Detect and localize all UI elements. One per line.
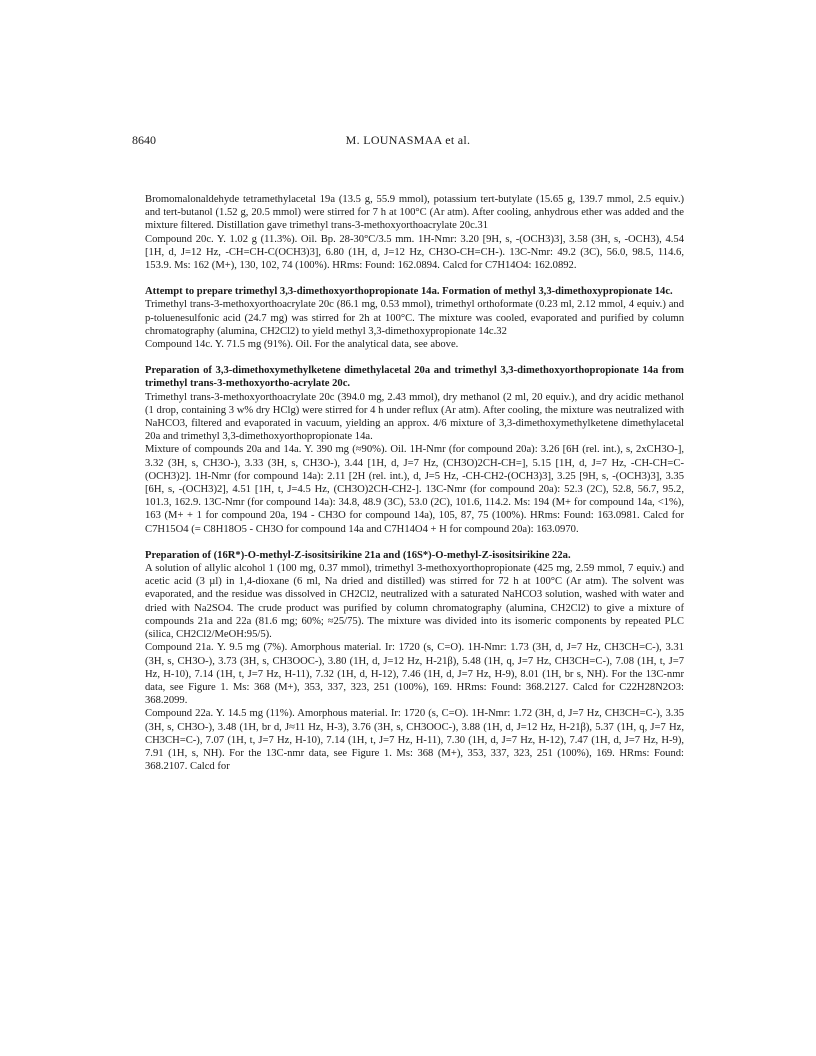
paragraph-compound-21a-data: Compound 21a. Y. 9.5 mg (7%). Amorphous material. Ir: 1720 (s, C=O). 1H-Nmr: 1.73 (3H, d, J=7 Hz, CH3CH=C-), 3.31 (3H, s, CH3O-), 3.73 (3H, s, CH3OOC-), 3.80 (1H, d, J=12 Hz, H-21β), 5.48 (1H, q, J=7 Hz, CH3CH=C-), 7.08 (1H, t, J=7 Hz, H-10), 7.14 (1H, t, J=7 Hz, H-11), 7.32 (1H, d, H-12), 7.46 (1H, d, J=7 Hz, H-9), 8.01 (1H, br s, NH). For the 13C-nmr data, see Figure 1. Ms: 368 (M+), 353, 337, 323, 251 (100%), 169. HRms: Found: 368.2127. Calcd for C22H28N2O3: 368.2099.: [145, 642, 684, 707]
section-heading-14a-attempt: Attempt to prepare trimethyl 3,3-dimethoxyorthopropionate 14a. Formation of methyl 3,3-dimethoxypropionate 14c.: [145, 286, 673, 298]
paragraph-20a-14a-data: Mixture of compounds 20a and 14a. Y. 390 mg (≈90%). Oil. 1H-Nmr (for compound 20a): 3.26 [6H (rel. int.), s, 2xCH3O-], 3.32 (3H, s, CH3O-), 3.33 (3H, s, CH3O-), 3.44 [1H, d, J=7 Hz, (CH3O)2CH-CH=], 5.15 [1H, d, J=7 Hz, -CH-CH=C-(OCH3)2]. 1H-Nmr (for compound 14a): 2.11 [2H (rel. int.), d, J=5 Hz, -CH-CH2-(OCH3)3], 3.25 [9H, s, -(OCH3)3], 3.35 [6H, s, -(OCH3)2], 4.51 [1H, t, J=4.5 Hz, (CH3O)2CH-CH2-]. 13C-Nmr (for compound 20a): 52.3 (2C), 52.8, 56.7, 95.2, 101.3, 162.9. 13C-Nmr (for compound 14a): 34.8, 48.9 (3C), 53.0 (2C), 101.6, 114.2. Ms: 194 (M+ for compound 14a, <1%), 163 (M+ + 1 for compound 20a, 194 - CH3O for compound 14a), 105, 87, 75 (100%). HRms: Found: 163.0981. Calcd for C7H15O4 (= C8H18O5 - CH3O for compound 14a and C7H14O4 + H for compound 20a): 163.0970.: [145, 444, 684, 535]
paragraph-compound-20c-data: Compound 20c. Y. 1.02 g (11.3%). Oil. Bp. 28-30°C/3.5 mm. 1H-Nmr: 3.20 [9H, s, -(OCH3)3], 3.58 (3H, s, -OCH3), 4.54 [1H, d, J=12 Hz, -CH=CH-C(OCH3)3], 6.80 (1H, d, J=12 Hz, CH3O-CH=CH-). 13C-Nmr: 49.2 (3C), 56.0, 98.5, 114.6, 153.9. Ms: 162 (M+), 130, 102, 74 (100%). HRms: Found: 162.0894. Calcd for C7H14O4: 162.0892.: [145, 233, 684, 272]
article-body: [145, 193, 684, 773]
paragraph-synthesis-20c: Bromomalonaldehyde tetramethylacetal 19a (13.5 g, 55.9 mmol), potassium tert-butylate (15.65 g, 139.7 mmol, 2.5 equiv.) and tert-butanol (1.52 g, 20.5 mmol) were stirred for 7 h at 100°C (Ar atm). After cooling, anhydrous ether was added and the mixture filtered. Distillation gave trimethyl trans-3-methoxyorthoacrylate 20c.31: [145, 194, 684, 232]
paragraph-compound-14c-data: Compound 14c. Y. 71.5 mg (91%). Oil. For the analytical data, see above.: [145, 339, 459, 351]
page-number: 8640: [132, 133, 156, 147]
page-header: [132, 133, 684, 151]
paragraph-21a-22a-procedure: A solution of allylic alcohol 1 (100 mg, 0.37 mmol), trimethyl 3-methoxyorthopropionate (425 mg, 2.59 mmol, 7 equiv.) and acetic acid (3 µl) in 1,4-dioxane (6 ml, Na dried and distilled) was stirred for 72 h at 100°C (Ar atm). The solvent was evaporated, and the residue was dissolved in CH2Cl2, neutralized with a saturated NaHCO3 solution, washed with water and dried with Na2SO4. The crude product was purified by column chromatography (alumina, CH2Cl2) to give a mixture of compounds 21a and 22a (81.6 mg; 60%; ≈25/75). The mixture was divided into its isomeric components by repeated PLC (silica, CH2Cl2/MeOH:95/5).: [145, 563, 684, 641]
section-heading-20a-14a-preparation: Preparation of 3,3-dimethoxymethylketene dimethylacetal 20a and trimethyl 3,3-dimethoxyorthopropionate 14a from trimethyl trans-3-methoxyortho-acrylate 20c.: [145, 365, 684, 390]
running-title: M. LOUNASMAA et al.: [345, 133, 471, 147]
paragraph-20a-14a-procedure: Trimethyl trans-3-methoxyorthoacrylate 20c (394.0 mg, 2.43 mmol), dry methanol (2 ml, 20 equiv.), and dry acidic methanol (1 drop, containing 3 w% dry HClg) were stirred for 4 h under reflux (Ar atm). After cooling, the mixture was neutralized with NaHCO3, filtered and evaporated in vacuum, yielding an approx. 4/6 mixture of 3,3-dimethoxymethylketene dimethylacetal 20a and trimethyl 3,3-dimethoxyorthopropionate 14a.: [145, 391, 684, 443]
paragraph-compound-22a-data: Compound 22a. Y. 14.5 mg (11%). Amorphous material. Ir: 1720 (s, C=O). 1H-Nmr: 1.72 (3H, d, J=7 Hz, CH3CH=C-), 3.35 (3H, s, CH3O-), 3.48 (1H, br d, J≈11 Hz, H-3), 3.76 (3H, s, CH3OOC-), 3.88 (1H, d, J=12 Hz, H-21β), 5.37 (1H, q, J=7 Hz, CH3CH=C-), 7.07 (1H, t, J=7 Hz, H-10), 7.14 (1H, t, J=7 Hz, H-11), 7.30 (1H, d, J=7 Hz, H-12), 7.47 (1H, d, J=7 Hz, H-9), 7.91 (1H, s, NH). For the 13C-nmr data, see Figure 1. Ms: 368 (M+), 353, 337, 323, 251 (100%), 169. HRms: Found: 368.2107. Calcd for: [145, 708, 684, 773]
paragraph-14c-procedure: Trimethyl trans-3-methoxyorthoacrylate 20c (86.1 mg, 0.53 mmol), trimethyl orthoformate (0.23 ml, 2.12 mmol, 4 equiv.) and p-toluenesulfonic acid (24.7 mg) was stirred for 2h at 100°C. The mixture was cooled, evaporated and purified by column chromatography (alumina, CH2Cl2) to yield methyl 3,3-dimethoxypropionate 14c.32: [145, 299, 684, 337]
section-heading-21a-22a-preparation: Preparation of (16R*)-O-methyl-Z-isositsirikine 21a and (16S*)-O-methyl-Z-isositsirikine 22a.: [145, 549, 571, 561]
